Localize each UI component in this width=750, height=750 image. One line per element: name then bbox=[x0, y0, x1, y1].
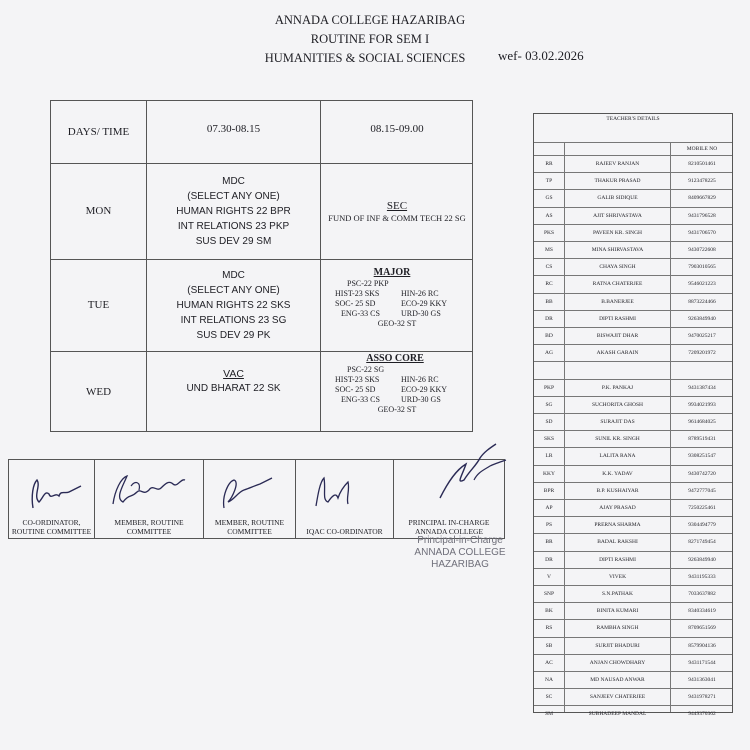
teacher-code: SD bbox=[545, 419, 553, 426]
mon-slot-2 bbox=[321, 164, 473, 259]
teacher-name: SURAJIT DAS bbox=[600, 419, 635, 426]
teacher-name: BINITA KUMARI bbox=[596, 608, 639, 615]
teacher-name: SURJIT BHADURI bbox=[595, 642, 640, 649]
day-tue: TUE bbox=[87, 299, 110, 311]
teacher-mobile: 9431195333 bbox=[688, 573, 716, 580]
teacher-code: PS bbox=[545, 522, 553, 529]
wed-slot-2-last: GEO-32 ST bbox=[377, 405, 417, 414]
mobile-no-header: MOBILE NO bbox=[686, 146, 718, 152]
teacher-mobile: 9304494779 bbox=[688, 522, 716, 529]
college-name: ANNADA COLLEGE HAZARIBAG bbox=[274, 13, 466, 27]
signature-label: MEMBER, ROUTINE COMMITTEE bbox=[114, 518, 184, 536]
principal-stamp bbox=[400, 535, 520, 571]
teacher-mobile: 9470025217 bbox=[688, 333, 716, 340]
teacher-mobile: 9123478225 bbox=[688, 178, 716, 185]
mon-slot-1-line: SUS DEV 29 SM bbox=[195, 236, 272, 247]
wed-slot-2-title: ASSO CORE bbox=[366, 353, 424, 364]
teacher-mobile: 8579904136 bbox=[688, 642, 716, 649]
signature-label: CO-ORDINATOR, ROUTINE COMMITTEE bbox=[11, 518, 92, 536]
teacher-mobile: 8873224466 bbox=[688, 298, 716, 305]
signature-mark bbox=[404, 440, 514, 510]
signature-cell-iqac bbox=[296, 460, 394, 538]
teacher-code: SG bbox=[545, 401, 553, 408]
teacher-code: MS bbox=[545, 247, 553, 254]
tue-slot-1-line: HUMAN RIGHTS 22 SKS bbox=[176, 300, 291, 311]
stamp-line: Principal-in-Charge bbox=[417, 535, 503, 546]
teacher-name: RAMBHA SINGH bbox=[596, 625, 639, 632]
teacher-code: BK bbox=[545, 608, 553, 615]
teacher-name: PAVEEN KR. SINGH bbox=[592, 229, 643, 236]
teacher-mobile: 9431706570 bbox=[688, 229, 716, 236]
day-mon: MON bbox=[85, 205, 112, 217]
mon-slot-2-text: FUND OF INF & COMM TECH 22 SG bbox=[328, 213, 466, 223]
teacher-code: BB bbox=[545, 298, 553, 305]
teacher-code: AG bbox=[545, 350, 553, 357]
wed-slot-2 bbox=[321, 352, 473, 432]
teacher-name: GALIB SIDIQUE bbox=[597, 195, 638, 202]
tue-slot-2-item: HIN-26 RC bbox=[401, 289, 439, 298]
wed-slot-1 bbox=[147, 352, 320, 412]
time-slot-2-header: 08.15-09.00 bbox=[370, 122, 424, 135]
mon-slot-1-line: HUMAN RIGHTS 22 BPR bbox=[176, 206, 291, 217]
tue-slot-2-item: ECO-29 KKY bbox=[401, 299, 447, 308]
wed-slot-2-item: ENG-33 CS bbox=[341, 395, 380, 404]
teacher-code: AS bbox=[545, 212, 553, 219]
tue-slot-1-line: SUS DEV 29 PK bbox=[196, 330, 271, 341]
teacher-mobile: 9431171544 bbox=[688, 659, 716, 666]
teacher-mobile: 9431796528 bbox=[688, 212, 716, 219]
teacher-code: BR bbox=[545, 539, 553, 546]
teacher-code: SC bbox=[545, 694, 553, 701]
time-slot-1-header: 07.30-08.15 bbox=[206, 122, 261, 135]
teacher-code: DR bbox=[545, 315, 553, 322]
teacher-code: SNP bbox=[543, 591, 555, 598]
teacher-mobile: 9431363041 bbox=[688, 677, 716, 684]
teacher-code: TP bbox=[545, 178, 553, 185]
teacher-mobile: 8409667829 bbox=[688, 195, 716, 202]
mon-slot-1-line: MDC bbox=[222, 176, 245, 187]
wed-slot-2-item: ECO-29 KKY bbox=[401, 385, 447, 394]
teacher-name: MINA SHIRVASTAVA bbox=[591, 247, 644, 254]
tue-slot-1 bbox=[147, 260, 320, 351]
wed-slot-2-item: HIST-23 SKS bbox=[335, 375, 380, 384]
teacher-name: DIPTI RASHMI bbox=[599, 315, 636, 322]
teacher-mobile: 9934021993 bbox=[688, 401, 716, 408]
teacher-code: AC bbox=[545, 659, 553, 666]
tue-slot-2-title: MAJOR bbox=[373, 267, 411, 278]
day-wed: WED bbox=[85, 385, 112, 398]
teacher-name: RAJEEV RANJAN bbox=[595, 161, 640, 168]
teacher-name: AJAY PRASAD bbox=[599, 505, 636, 512]
teacher-name: PRERNA SHARMA bbox=[594, 522, 641, 529]
teacher-name: B.P. KUSHAIYAR bbox=[596, 487, 639, 494]
teacher-code: BD bbox=[545, 333, 553, 340]
teacher-details-table bbox=[533, 113, 733, 718]
teacher-mobile: 9449370362 bbox=[688, 711, 716, 718]
tue-slot-2-item: URD-30 GS bbox=[401, 309, 441, 318]
teacher-code: CS bbox=[545, 264, 553, 271]
teacher-mobile: 8340334619 bbox=[688, 608, 716, 615]
teacher-code: SKS bbox=[543, 436, 555, 443]
teacher-code: SM bbox=[545, 711, 553, 718]
teacher-name: VIVEK bbox=[608, 573, 627, 580]
teacher-name: ANJAN CHOWDHARY bbox=[589, 659, 646, 666]
teacher-mobile: 7903010565 bbox=[688, 264, 716, 271]
teacher-name: SANJEEV CHATERJEE bbox=[589, 694, 646, 701]
teacher-mobile: 8271749454 bbox=[688, 539, 716, 546]
teacher-name: CHAYA SINGH bbox=[599, 264, 636, 271]
signature-table bbox=[8, 459, 505, 539]
wed-slot-2-item: URD-30 GS bbox=[401, 395, 441, 404]
signature-mark bbox=[101, 468, 197, 518]
wed-slot-2-item: SOC- 25 SD bbox=[335, 385, 376, 394]
signature-cell-coordinator bbox=[9, 460, 95, 538]
teacher-mobile: 9430742720 bbox=[688, 470, 716, 477]
teacher-mobile: 9431387434 bbox=[688, 384, 716, 391]
wed-slot-1-title: VAC bbox=[223, 368, 244, 380]
signature-label: MEMBER, ROUTINE COMMITTEE bbox=[214, 518, 285, 536]
teacher-details-title: TEACHER'S DETAILS bbox=[606, 116, 660, 122]
signature-mark bbox=[210, 468, 290, 518]
teacher-code: BPR bbox=[543, 487, 555, 494]
tue-slot-2-item: SOC- 25 SD bbox=[335, 299, 376, 308]
teacher-mobile: 7033637882 bbox=[688, 591, 716, 598]
tue-slot-1-line: INT RELATIONS 23 SG bbox=[180, 315, 287, 326]
teacher-mobile: 8210501461 bbox=[688, 161, 716, 168]
wed-slot-2-first: PSC-22 SG bbox=[347, 365, 385, 374]
tue-slot-1-line: MDC bbox=[222, 270, 245, 281]
teacher-name: SUCHORITA GHOSH bbox=[591, 401, 644, 408]
mon-slot-1 bbox=[147, 164, 320, 259]
teacher-name: K.K. YADAV bbox=[602, 470, 633, 477]
signature-cell-principal bbox=[394, 460, 504, 538]
teacher-name: BADAL RAKSHI bbox=[597, 539, 638, 546]
teacher-code: DR bbox=[545, 556, 553, 563]
teacher-code: LR bbox=[545, 453, 553, 460]
wed-slot-1-text: UND BHARAT 22 SK bbox=[186, 383, 281, 394]
teacher-code bbox=[534, 362, 564, 378]
teacher-mobile bbox=[671, 362, 733, 378]
teacher-code: RR bbox=[545, 161, 553, 168]
signature-mark bbox=[302, 468, 388, 518]
teacher-code: AP bbox=[545, 505, 553, 512]
teacher-mobile: 9308251547 bbox=[688, 453, 716, 460]
teacher-code: SB bbox=[545, 642, 553, 649]
signature-mark bbox=[15, 468, 89, 518]
department-title: HUMANITIES & SOCIAL SCIENCES bbox=[264, 51, 466, 65]
tue-slot-1-line: (SELECT ANY ONE) bbox=[187, 285, 280, 296]
teacher-code: GS bbox=[545, 195, 553, 202]
teacher-name: SUNIL KR. SINGH bbox=[595, 436, 640, 443]
routine-table bbox=[50, 100, 473, 432]
signature-label: IQAC CO-ORDINATOR bbox=[306, 527, 383, 536]
tue-slot-2-first: PSC-22 PKP bbox=[347, 279, 389, 288]
teacher-code: PKP bbox=[543, 384, 555, 391]
teacher-mobile: 9614684025 bbox=[688, 419, 716, 426]
effective-date: wef- 03.02.2026 bbox=[498, 48, 584, 63]
teacher-mobile: 8709651569 bbox=[688, 625, 716, 632]
mon-slot-1-line: (SELECT ANY ONE) bbox=[187, 191, 280, 202]
tue-slot-2-item: ENG-33 CS bbox=[341, 309, 380, 318]
wed-slot-2-item: HIN-26 RC bbox=[401, 375, 439, 384]
tue-slot-2 bbox=[321, 260, 473, 351]
teacher-code: RC bbox=[545, 281, 553, 288]
teacher-name: THAKUR PRASAD bbox=[594, 178, 641, 185]
teacher-name: BISWAJIT DHAR bbox=[596, 333, 639, 340]
tue-slot-2-item: HIST-23 SKS bbox=[335, 289, 380, 298]
teacher-code: V bbox=[547, 573, 551, 580]
routine-title: ROUTINE FOR SEM I bbox=[310, 32, 430, 46]
stamp-line: ANNADA COLLEGE bbox=[414, 547, 506, 558]
mon-slot-2-title: SEC bbox=[386, 200, 408, 212]
teacher-mobile: 7250225461 bbox=[688, 505, 716, 512]
teacher-name: S.N.PATHAK bbox=[602, 591, 633, 598]
teacher-mobile: 9263849940 bbox=[688, 556, 716, 563]
teacher-mobile: 9431978271 bbox=[688, 694, 716, 701]
days-time-header: DAYS/ TIME bbox=[67, 125, 130, 138]
teacher-code: PKS bbox=[543, 229, 555, 236]
teacher-code: NA bbox=[545, 677, 553, 684]
teacher-name: LALITA RANA bbox=[599, 453, 636, 460]
teacher-code: KKY bbox=[543, 470, 555, 477]
teacher-name bbox=[565, 362, 670, 378]
teacher-mobile: 8789519431 bbox=[688, 436, 716, 443]
teacher-mobile: 9430722608 bbox=[688, 247, 716, 254]
teacher-mobile: 9263849940 bbox=[688, 315, 716, 322]
teacher-name: DIPTI RASHMI bbox=[599, 556, 636, 563]
teacher-mobile: 7209201972 bbox=[688, 350, 716, 357]
teacher-mobile: 9546021223 bbox=[688, 281, 716, 288]
signature-label: PRINCIPAL IN-CHARGE ANNADA COLLEGE bbox=[408, 518, 490, 536]
teacher-name: P.K. PANKAJ bbox=[601, 384, 634, 391]
teacher-name: AJIT SHRIVASTAVA bbox=[593, 212, 642, 219]
signature-cell-member-1 bbox=[95, 460, 204, 538]
teacher-name: MD NAUSAD ANWAR bbox=[590, 677, 645, 684]
tue-slot-2-last: GEO-32 ST bbox=[377, 319, 417, 328]
teacher-name: AKASH GARAIN bbox=[596, 350, 639, 357]
teacher-name: B.BANERJEE bbox=[601, 298, 634, 305]
signature-cell-member-2 bbox=[204, 460, 296, 538]
teacher-code: RS bbox=[545, 625, 553, 632]
teacher-name: SUBHADEEP MANDAL bbox=[588, 711, 647, 718]
mon-slot-1-line: INT RELATIONS 23 PKP bbox=[177, 221, 290, 232]
teacher-name: RATNA CHATERJEE bbox=[592, 281, 643, 288]
teacher-mobile: 9472777045 bbox=[688, 487, 716, 494]
stamp-line: HAZARIBAG bbox=[431, 559, 489, 570]
